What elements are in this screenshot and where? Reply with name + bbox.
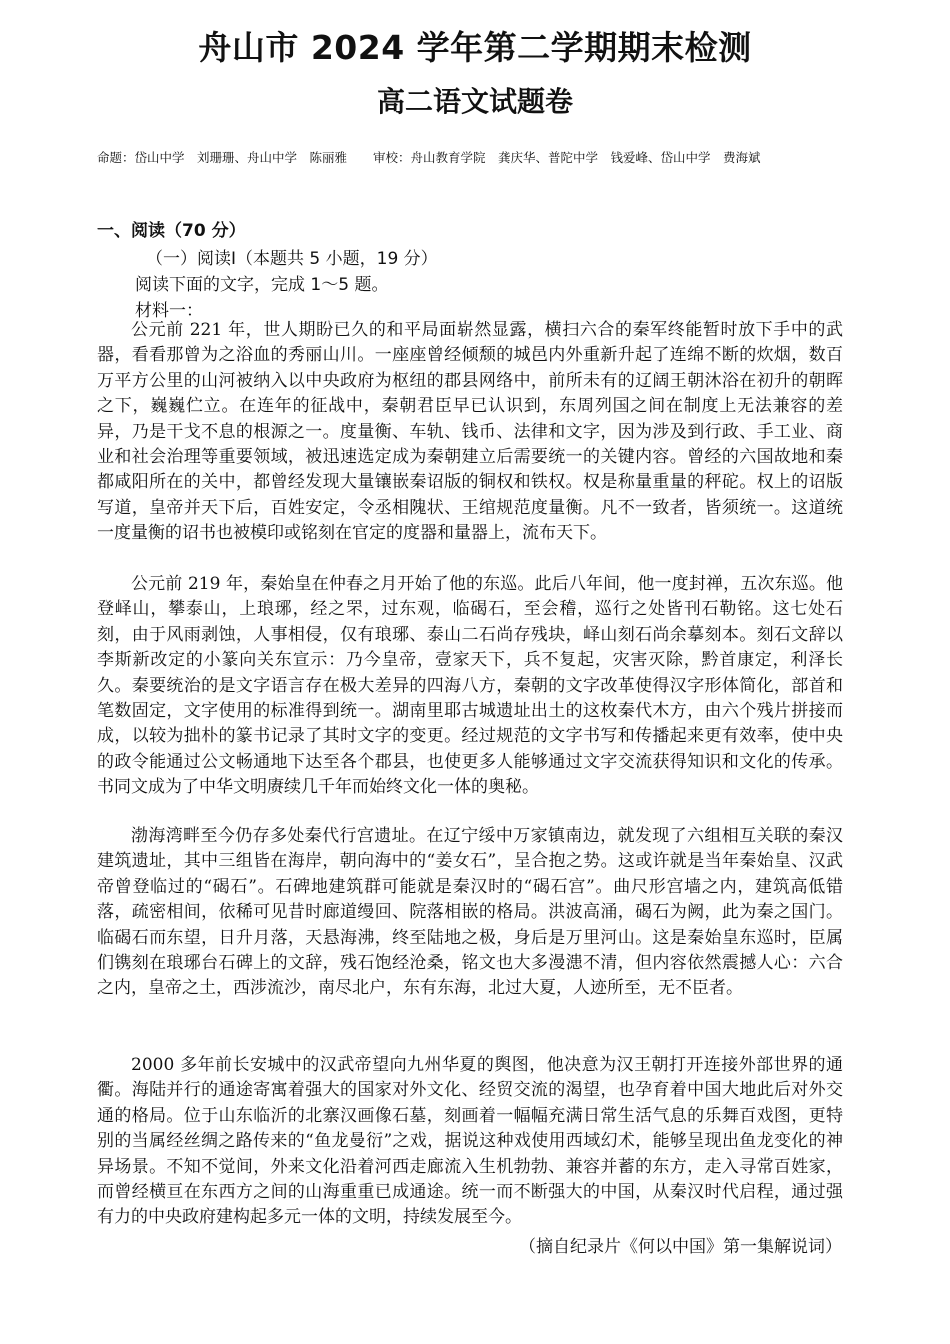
paragraph-2: 公元前 219 年，秦始皇在仲春之月开始了他的东巡。此后八年间，他一度封禅，五次东巡。他登峄山，攀泰山，上琅琊，经之罘，过东观，临碣石，至会稽，巡行之处皆刊石勒铭。这七处石刻，由于风雨剥蚀，人事相侵，仅有琅琊、泰山二石尚存残块，峄山刻石尚余摹刻本。刻石文辞以李斯新改定的小篆向关东宣示：乃今皇帝，壹家天下，兵不复起，灾害灭除，黔首康定，利泽长久。秦要统治的是文字语言存在极大差异的四海八方，秦朝的文字改革使得汉字形体简化，部首和笔数固定，文字使用的标准得到统一。湖南里耶古城遗址出土的这枚秦代木方，由六个残片拼接而成，以较为拙朴的篆书记录了其时文字的变更。经过规范的文字书写和传播起来更有效率，使中央的政令能通过公文畅通地下达至各个郡县，也使更多人能够通过文字交流获得知识和文化的传承。书同文成为了中华文明赓续几千年而始终文化一体的奥秘。 bbox=[97, 574, 843, 798]
auditors-credit: 审校：舟山教育学院 龚庆华、普陀中学 钱爱峰、岱山中学 费海斌 bbox=[373, 150, 761, 165]
paragraph-3: 渤海湾畔至今仍存多处秦代行宫遗址。在辽宁绥中万家镇南边，就发现了六组相互关联的秦汉建筑遗址，其中三组皆在海岸，朝向海中的“姜女石”，呈合抱之势。这或许就是当年秦始皇、汉武帝曾登临过的“碣石”。石碑地建筑群可能就是秦汉时的“碣石宫”。曲尺形宫墙之内，建筑高低错落，疏密相间，依稀可见昔时廊道缦回、院落相嵌的格局。洪波高涌，碣石为阙，此为秦之国门。临碣石而东望，日升月落，天悬海沸，终至陆地之极，身后是万里河山。这是秦始皇东巡时，臣属们镌刻在琅琊台石碑上的文辞，残石饱经沧桑，铭文也大多漫漶不清，但内容依然震撼人心：六合之内，皇帝之土，西涉流沙，南尽北户，东有东海，北过大夏，人迹所至，无不臣者。 bbox=[97, 826, 843, 999]
credits-line bbox=[97, 148, 857, 166]
instruction-text: 阅读下面的文字，完成 1～5 题。 bbox=[135, 275, 389, 295]
setters-credit: 命题：岱山中学 刘珊珊、舟山中学 陈丽雅 bbox=[97, 150, 348, 165]
subsection-heading: （一）阅读Ⅰ（本题共 5 小题，19 分） bbox=[146, 249, 438, 269]
material-label: 材料一： bbox=[135, 301, 203, 321]
paragraph-1: 公元前 221 年，世人期盼已久的和平局面崭然显露，横扫六合的秦军终能暂时放下手中的武器，看看那曾为之浴血的秀丽山川。一座座曾经倾颓的城邑内外重新升起了连绵不断的炊烟，数百万平方公里的山河被纳入以中央政府为枢纽的郡县网络中，前所未有的辽阔王朝沐浴在初升的朝晖之下，巍巍伫立。在连年的征战中，秦朝君臣早已认识到，东周列国之间在制度上无法兼容的差异，乃是干戈不息的根源之一。度量衡、车轨、钱币、法律和文字，因为涉及到行政、手工业、商业和社会治理等重要领域，被迅速选定成为秦朝建立后需要统一的关键内容。曾经的六国故地和秦都咸阳所在的关中，都曾经发现大量镶嵌秦诏版的铜权和铁权。权是称量重量的秤砣。权上的诏版写道，皇帝并天下后，百姓安定，令丞相隗状、王绾规范度量衡。凡不一致者，皆须统一。这道统一度量衡的诏书也被模印或铭刻在官定的度器和量器上，流布天下。 bbox=[97, 320, 843, 544]
section-heading: 一、阅读（70 分） bbox=[97, 221, 246, 241]
source-citation: （摘自纪录片《何以中国》第一集解说词） bbox=[519, 1237, 842, 1257]
paragraph-4: 2000 多年前长安城中的汉武帝望向九州华夏的舆图，他决意为汉王朝打开连接外部世界的通衢。海陆并行的通途寄寓着强大的国家对外文化、经贸交流的渴望，也孕育着中国大地此后对外交通的格局。位于山东临沂的北寨汉画像石墓，刻画着一幅幅充满日常生活气息的乐舞百戏图，更特别的当属经丝绸之路传来的“鱼龙曼衍”之戏，据说这种戏使用西域幻术，能够呈现出鱼龙变化的神异场景。不知不觉间，外来文化沿着河西走廊流入生机勃勃、兼容并蓄的东方，走入寻常百姓家，而曾经横亘在东西方之间的山海重重已成通途。统一而不断强大的中国，从秦汉时代启程，通过强有力的中央政府建构起多元一体的文明，持续发展至今。 bbox=[97, 1055, 843, 1228]
exam-title: 舟山市 2024 学年第二学期期末检测 bbox=[198, 28, 752, 67]
exam-subtitle: 高二语文试题卷 bbox=[376, 85, 573, 118]
